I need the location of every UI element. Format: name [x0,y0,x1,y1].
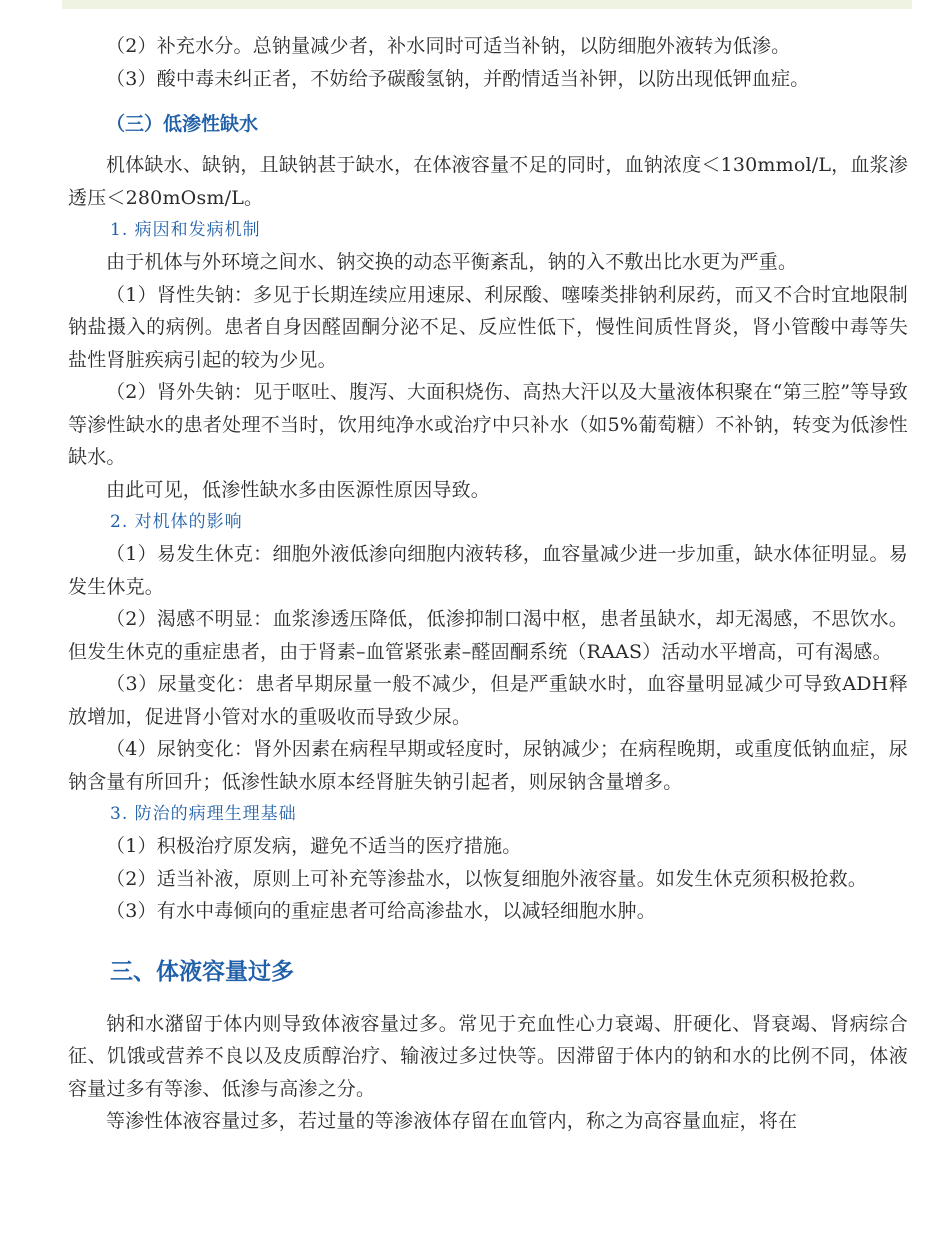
paragraph: 机体缺水、缺钠，且缺钠甚于缺水，在体液容量不足的同时，血钠浓度＜130mmol/L，血浆渗透压＜280mOsm/L。 [68,154,908,209]
subsection-heading: 1. 病因和发病机制 [110,220,261,240]
paragraph: （3）酸中毒未纠正者，不妨给予碳酸氢钠，并酌情适当补钾，以防出现低钾血症。 [106,67,810,90]
paragraph: 钠和水潴留于体内则导致体液容量过多。常见于充血性心力衰竭、肝硬化、肾衰竭、肾病综合征、饥饿或营养不良以及皮质醇治疗、输液过多过快等。因滞留于体内的钠和水的比例不同，体液容量过多有等渗、低渗与高渗之分。 [68,1012,908,1100]
section-heading: （三）低渗性缺水 [106,113,259,135]
paragraph: （3）有水中毒倾向的重症患者可给高渗盐水，以减轻细胞水肿。 [106,900,656,922]
paragraph: （3）尿量变化：患者早期尿量一般不减少，但是严重缺水时，血容量明显减少可导致ADH释放增加，促进肾小管对水的重吸收而导致少尿。 [68,673,908,728]
document-page [68,30,908,1138]
chapter-heading: 三、体液容量过多 [110,958,294,985]
paragraph: （2）肾外失钠：见于呕吐、腹泻、大面积烧伤、高热大汗以及大量液体积聚在“第三腔”等导致等渗性缺水的患者处理不当时，饮用纯净水或治疗中只补水（如5%葡萄糖）不补钠，转变为低渗性缺水。 [68,381,908,468]
paragraph: （2）渴感不明显：血浆渗透压降低，低渗抑制口渴中枢，患者虽缺水，却无渴感，不思饮水。但发生休克的重症患者，由于肾素–血管紧张素–醛固酮系统（RAAS）活动水平增高，可有渴感。 [68,608,908,663]
top-band [62,0,912,9]
paragraph: （1）易发生休克：细胞外液低渗向细胞内液转移，血容量减少进一步加重，缺水体征明显。易发生休克。 [68,543,908,598]
paragraph: （2）补充水分。总钠量减少者，补水同时可适当补钠，以防细胞外液转为低渗。 [106,35,791,57]
paragraph: 由此可见，低渗性缺水多由医源性原因导致。 [106,478,491,501]
paragraph: （1）肾性失钠：多见于长期连续应用速尿、利尿酸、噻嗪类排钠利尿药，而又不合时宜地限制钠盐摄入的病例。患者自身因醛固酮分泌不足、反应性低下，慢性间质性肾炎，肾小管酸中毒等失盐性肾脏疾病引起的较为少见。 [68,283,908,371]
paragraph: 等渗性体液容量过多，若过量的等渗液体存留在血管内，称之为高容量血症，将在 [106,1110,798,1132]
subsection-heading: 2. 对机体的影响 [110,512,243,532]
subsection-heading: 3. 防治的病理生理基础 [110,804,297,824]
paragraph: （4）尿钠变化：肾外因素在病程早期或轻度时，尿钠减少；在病程晚期，或重度低钠血症，尿钠含量有所回升；低渗性缺水原本经肾脏失钠引起者，则尿钠含量增多。 [68,738,908,793]
paragraph: （1）积极治疗原发病，避免不适当的医疗措施。 [106,835,522,857]
paragraph: 由于机体与外环境之间水、钠交换的动态平衡紊乱，钠的入不敷出比水更为严重。 [106,251,798,273]
paragraph: （2）适当补液，原则上可补充等渗盐水，以恢复细胞外液容量。如发生休克须积极抢救。 [106,867,868,890]
